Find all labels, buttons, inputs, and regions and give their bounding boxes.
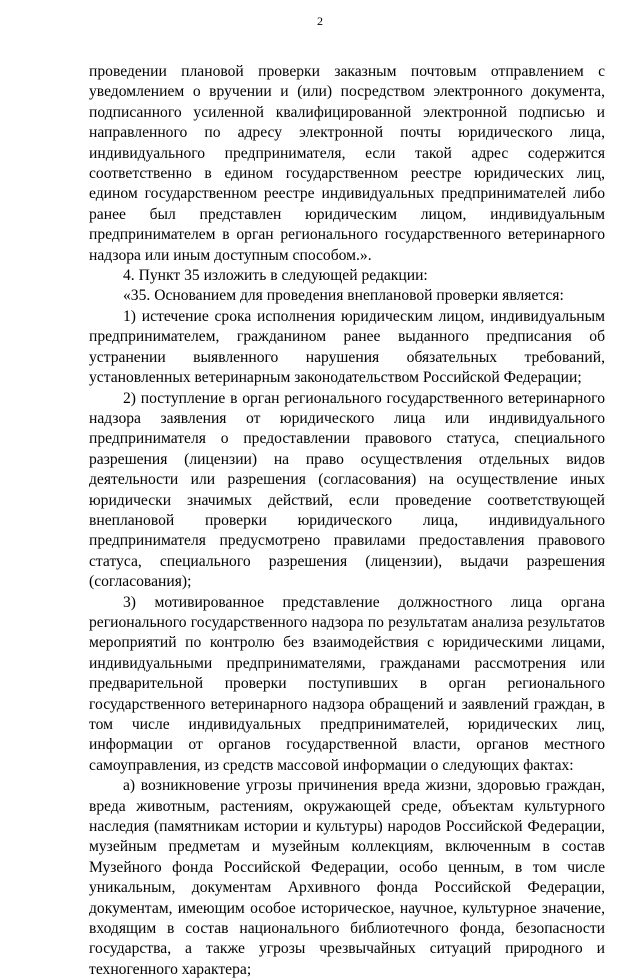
paragraph-continuation: проведении плановой проверки заказным почтовым отправлением с уведомлением о вручении и (или) посредством электронного документа, подписанного усиленной квалифицированной электронной подписью и направленного по адресу электронной почты юридического лица, индивидуального предпринимателя, если такой адрес содержится соответственно в едином государственном реестре юридических лиц, едином государственном реестре индивидуальных предпринимателей либо ранее был представлен юридическим лицом, индивидуальным предпринимателем в орган регионального государственного ветеринарного надзора или иным доступным способом.». [89,63,605,264]
paragraph-subitem-2: 2) поступление в орган регионального государственного ветеринарного надзора заявления от юридического лица или индивидуального предпринимателя о предоставлении правового статуса, специального разрешения (лицензии) на право осуществления отдельных видов деятельности или разрешения (согласования) на осуществление иных юридически значимых действий, если проведение соответствующей внеплановой проверки юридического лица, индивидуального предпринимателя предусмотрено правилами предоставления правового статуса, специального разрешения (лицензии), выдачи разрешения (согласования); [89,389,605,591]
paragraph-subitem-3: 3) мотивированное представление должностного лица органа регионального государственного надзора по результатам анализа результатов мероприятий по контролю без взаимодействия с юридическими лицами, индивидуальными предпринимателями, гражданами рассмотрения или предварительной проверки поступивших в орган регионального государственного ветеринарного надзора обращений и заявлений граждан, в том числе индивидуальных предпринимателей, юридических лиц, информации от органов государственной власти, органов местного самоуправления, из средств массовой информации о следующих фактах: [89,593,605,774]
paragraph-subitem-1: 1) истечение срока исполнения юридическим лицом, индивидуальным предпринимателем, гражданином ранее выданного предписания об устранении выявленного нарушения обязательных требований, установленных ветеринарным законодательством Российской Федерации; [89,307,605,387]
paragraph-subitem-a: а) возникновение угрозы причинения вреда жизни, здоровью граждан, вреда животным, растениям, окружающей среде, объектам культурного наследия (памятникам истории и культуры) народов Российской Федерации, музейным предметам и музейным коллекциям, включенным в состав Музейного фонда Российской Федерации, особо ценным, в том числе уникальным, документам Архивного фонда Российской Федерации, документам, имеющим особое историческое, научное, культурное значение, входящим в состав национального библиотечного фонда, безопасности государства, а также угрозы чрезвычайных ситуаций природного и техногенного характера; [89,777,605,978]
document-body [89,62,605,980]
paragraph-item-4: 4. Пункт 35 изложить в следующей редакции: [123,267,428,285]
page-number: 2 [317,14,323,28]
paragraph-clause-35: «35. Основанием для проведения внеплановой проверки является: [123,287,564,305]
